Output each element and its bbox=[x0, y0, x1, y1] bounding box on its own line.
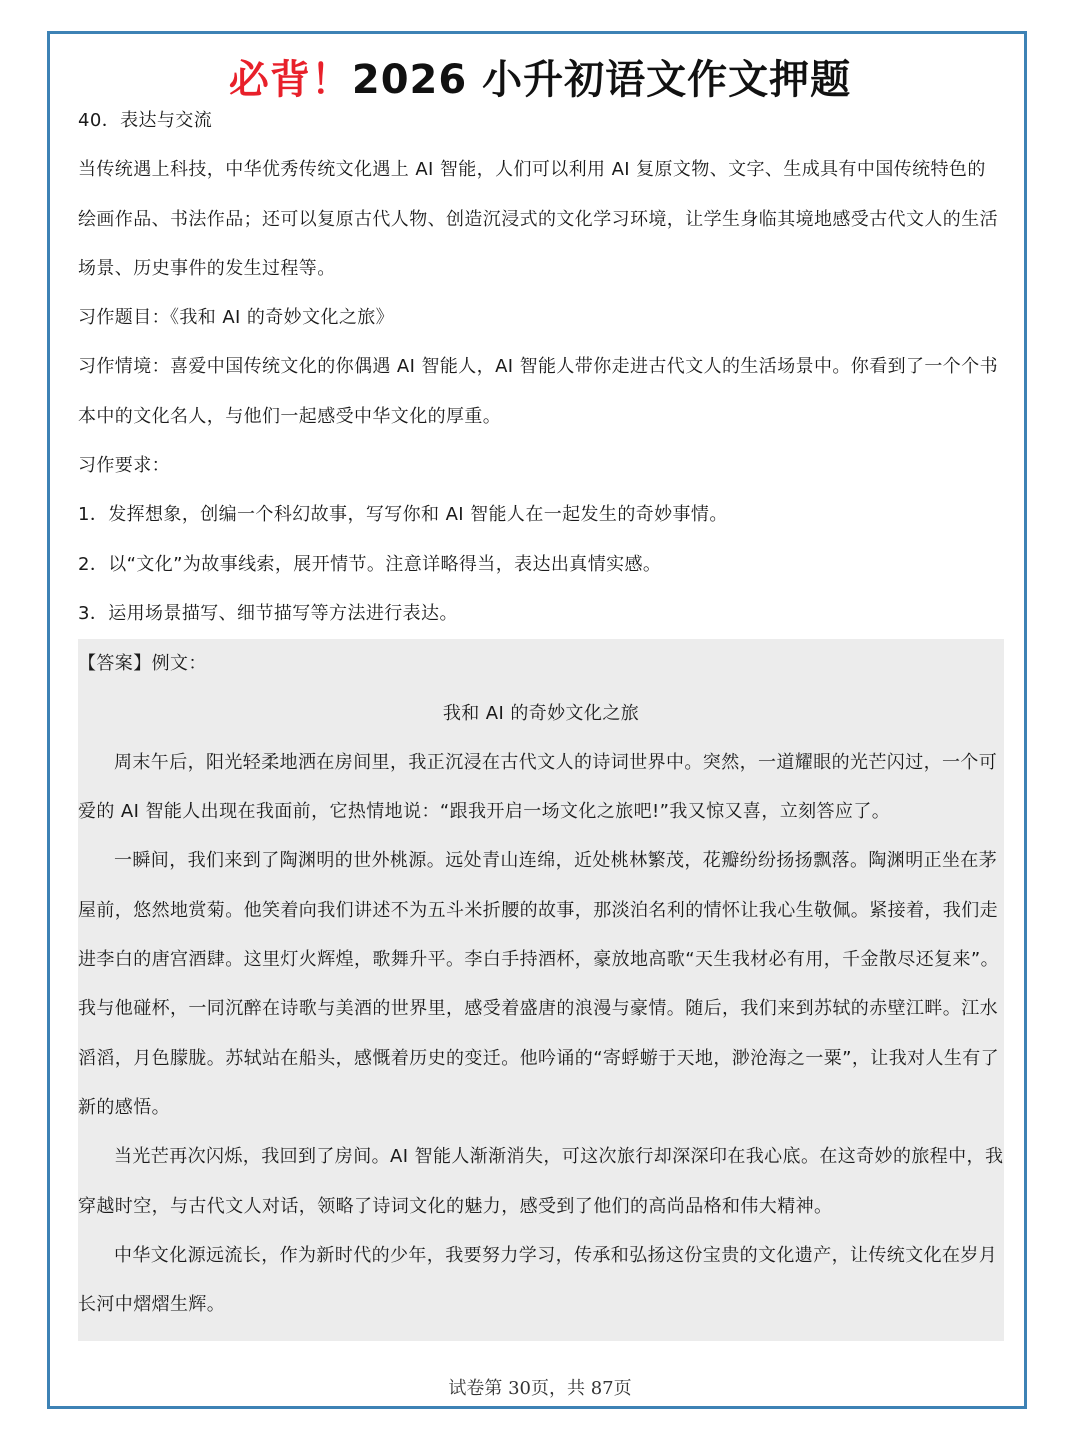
requirement-item: 1．发挥想象，创编一个科幻故事，写写你和 AI 智能人在一起发生的奇妙事情。 bbox=[78, 504, 728, 526]
document-body bbox=[78, 96, 1004, 1341]
answer-section bbox=[78, 639, 1004, 1341]
essay-paragraph: 当光芒再次闪烁，我回到了房间。AI 智能人渐渐消失，可这次旅行却深深印在我心底。在这奇妙的旅程中，我穿越时空，与古代文人对话，领略了诗词文化的魅力，感受到了他们的高尚品格和伟大精神。 bbox=[78, 1146, 1004, 1217]
title-text: 2026 小升初语文作文押题 bbox=[351, 57, 852, 103]
essay-paragraph: 中华文化源远流长，作为新时代的少年，我要努力学习，传承和弘扬这份宝贵的文化遗产，让传统文化在岁月长河中熠熠生辉。 bbox=[78, 1244, 998, 1316]
essay-topic: 习作题目：《我和 AI 的奇妙文化之旅》 bbox=[78, 307, 395, 329]
answer-label: 【答案】例文： bbox=[78, 653, 207, 675]
essay-paragraph: 一瞬间，我们来到了陶渊明的世外桃源。远处青山连绵，近处桃林繁茂，花瓣纷纷扬扬飘落。陶渊明正坐在茅屋前，悠然地赏菊。他笑着向我们讲述不为五斗米折腰的故事，那淡泊名利的情怀让我心生敬佩。紧接着，我们走进李白的唐宫酒肆。这里灯火辉煌，歌舞升平。李白手持酒杯，豪放地高歌“天生我材必有用，千金散尽还复来”。我与他碰杯，一同沉醉在诗歌与美酒的世界里，感受着盛唐的浪漫与豪情。随后，我们来到苏轼的赤壁江畔。江水滔滔，月色朦胧。苏轼站在船头，感慨着历史的变迁。他吟诵的“寄蜉蝣于天地，渺沧海之一粟”，让我对人生有了新的感悟。 bbox=[78, 850, 1000, 1118]
requirements-heading: 习作要求： bbox=[78, 455, 170, 477]
essay-paragraph: 周末午后，阳光轻柔地洒在房间里，我正沉浸在古代文人的诗词世界中。突然，一道耀眼的光芒闪过，一个可爱的 AI 智能人出现在我面前，它热情地说：“跟我开启一场文化之旅吧!”我又惊又喜，立刻答应了。 bbox=[78, 751, 998, 823]
title-highlight: 必背！ bbox=[228, 57, 352, 103]
question-intro: 当传统遇上科技，中华优秀传统文化遇上 AI 智能，人们可以利用 AI 复原文物、文字、生成具有中国传统特色的绘画作品、书法作品；还可以复原古代人物、创造沉浸式的文化学习环境，让学生身临其境地感受古代文人的生活场景、历史事件的发生过程等。 bbox=[78, 159, 998, 279]
sample-essay-title: 我和 AI 的奇妙文化之旅 bbox=[442, 702, 640, 724]
essay-situation: 习作情境：喜爱中国传统文化的你偶遇 AI 智能人，AI 智能人带你走进古代文人的生活场景中。你看到了一个个书本中的文化名人，与他们一起感受中华文化的厚重。 bbox=[78, 356, 999, 427]
page-footer: 试卷第 30页，共 87页 bbox=[448, 1378, 632, 1399]
requirement-item: 2．以“文化”为故事线索，展开情节。注意详略得当，表达出真情实感。 bbox=[78, 553, 662, 575]
question-number-heading: 40．表达与交流 bbox=[78, 110, 213, 131]
requirement-item: 3．运用场景描写、细节描写等方法进行表达。 bbox=[78, 602, 458, 624]
